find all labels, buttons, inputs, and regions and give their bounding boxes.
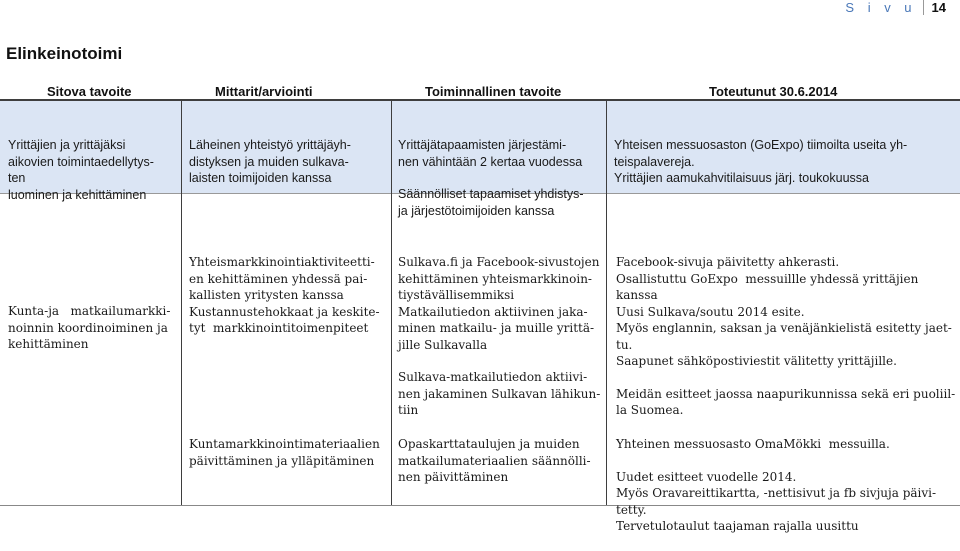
page-label: S i v u — [845, 0, 917, 15]
section-title: Elinkeinotoimi — [6, 44, 123, 63]
row2-goal: Kunta-ja matkailumarkki- noinnin koordinoiminen ja kehittäminen — [8, 304, 171, 351]
row3-metrics: Kuntamarkkinointimateriaalien päivittäminen ja ylläpitäminen — [189, 437, 380, 468]
row3-operational: Opaskarttataulujen ja muiden matkailumateriaalien säännölli- nen päivittäminen — [398, 437, 591, 484]
column-header-realized: Toteutunut 30.6.2014 — [709, 84, 838, 99]
row1-metrics: Läheinen yhteistyö yrittäjäyh- distyksen ja muiden sulkava- laisten toimijoiden kanssa — [189, 138, 351, 185]
column-header-goal: Sitova tavoite — [47, 84, 132, 99]
row2-metrics: Yhteismarkkinointiaktiviteetti- en kehittäminen yhdessä pai- kallisten yritysten kanssa Kustannustehokkaat ja keskite- tyt markkinointitoimenpiteet — [189, 255, 380, 335]
table-header — [0, 84, 960, 100]
column-header-operational: Toiminnallinen tavoite — [425, 84, 562, 99]
row1-goal: Yrittäjien ja yrittäjäksi aikovien toimintaedellytys- ten luominen ja kehittäminen — [8, 138, 154, 202]
column-header-metrics: Mittarit/arviointi — [215, 84, 313, 99]
header-rule — [0, 99, 960, 101]
column-divider — [391, 100, 392, 505]
page-header — [845, 0, 946, 18]
column-divider — [181, 100, 182, 505]
column-divider — [606, 100, 607, 505]
row1-operational: Yrittäjätapaamisten järjestämi- nen vähintään 2 kertaa vuodessa Säännölliset tapaamiset yhdistys- ja järjestötoimijoiden kanssa — [398, 138, 584, 218]
row1-realized: Yhteisen messuosaston (GoExpo) tiimoilta useita yh- teispalavereja. Yrittäjien aamukahvitilaisuus järj. toukokuussa — [614, 138, 908, 185]
row2-operational: Sulkava.fi ja Facebook-sivustojen kehittäminen yhteismarkkinoin- tiystävällisemmiksi Matkailutiedon aktiivinen jaka- minen matkailu- ja muille yrittä- jille Sulkavalla Sulkava-matkailutiedon aktiivi- nen jakaminen Sulkavan lähikun- tiin — [398, 255, 601, 417]
row2-realized: Facebook-sivuja päivitetty ahkerasti. Osallistuttu GoExpo messuillle yhdessä yrittäjien kanssa Uusi Sulkava/soutu 2014 esite. Myös englannin, saksan ja venäjänkielistä esitetty jaet- tu. Saapunet sähköpostiviestit välitetty yrittäjille. Meidän esitteet jaossa naapurikunnissa sekä eri puoliil- la Suomea. — [616, 255, 956, 417]
row3-realized: Yhteinen messuosasto OmaMökki messuilla. Uudet esitteet vuodelle 2014. Myös Oravareittikartta, -nettisivut ja fb sivjuja päivi- tetty. Tervetulotaulut taajaman rajalla uusittu — [616, 437, 937, 533]
page-number: 14 — [923, 0, 946, 15]
